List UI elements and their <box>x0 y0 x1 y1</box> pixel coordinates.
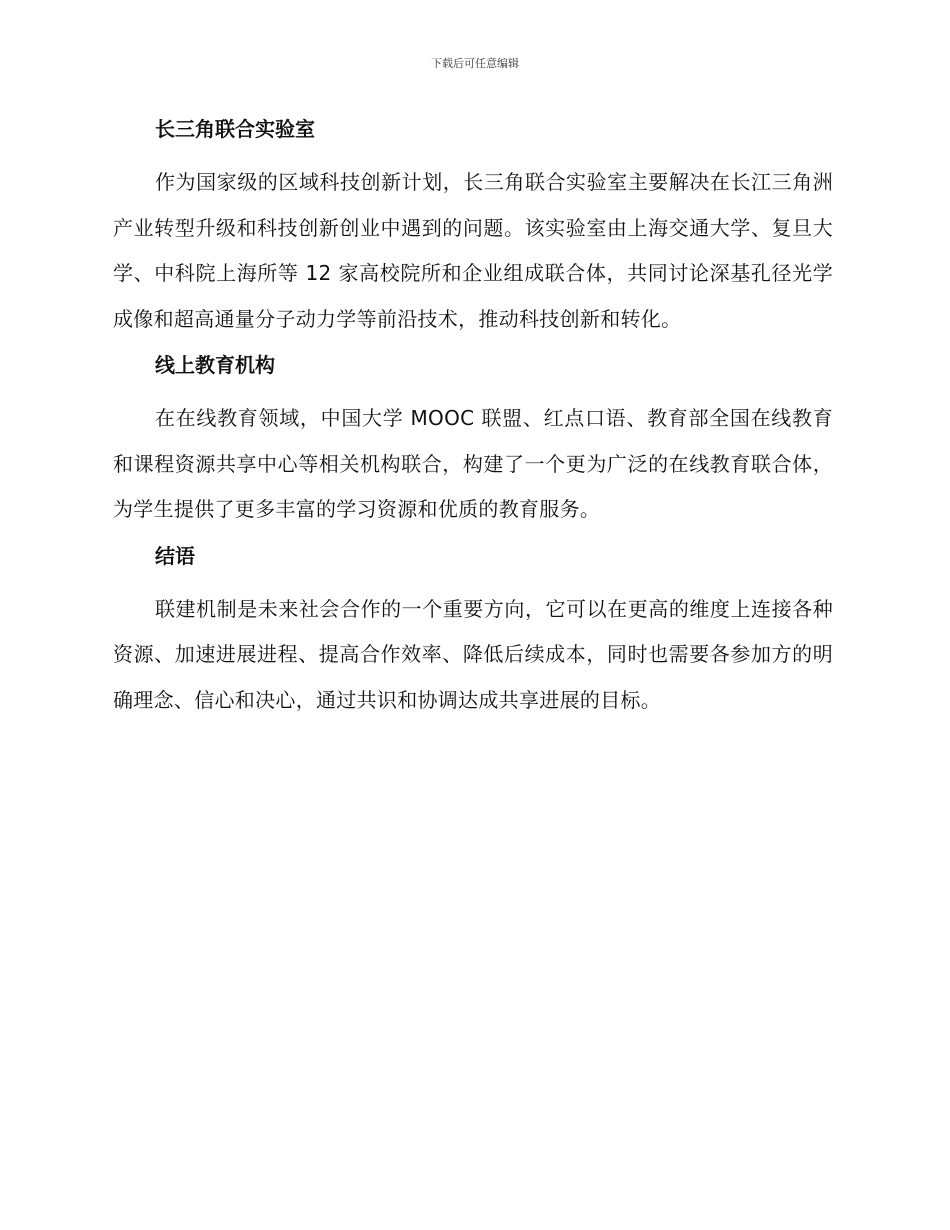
section-title-conclusion: 结语 <box>155 543 195 568</box>
section-body-conclusion: 联建机制是未来社会合作的一个重要方向，它可以在更高的维度上连接各种资源、加速进展进程、提高合作效率、降低后续成本，同时也需要各参加方的明确理念、信心和决心，通过共识和协调达成共享进展的目标。 <box>113 596 833 712</box>
section-title-lab: 长三角联合实验室 <box>155 117 315 141</box>
section-body-lab: 作为国家级的区域科技创新计划，长三角联合实验室主要解决在长江三角洲产业转型升级和科技创新创业中遇到的问题。该实验室由上海交通大学、复旦大学、中科院上海所等 12 家高校院所和企业组成联合体，共同讨论深基孔径光学成像和超高通量分子动力学等前沿技术，推动科技创新和转化。 <box>113 170 833 331</box>
section-title-online-education: 线上教育机构 <box>155 353 275 377</box>
section-body-online-education: 在在线教育领域，中国大学 MOOC 联盟、红点口语、教育部全国在线教育和课程资源共享中心等相关机构联合，构建了一个更为广泛的在线教育联合体，为学生提供了更多丰富的学习资源和优质的教育服务。 <box>113 406 833 521</box>
document-body <box>113 112 833 729</box>
page-header: 下载后可任意编辑 <box>431 57 519 70</box>
